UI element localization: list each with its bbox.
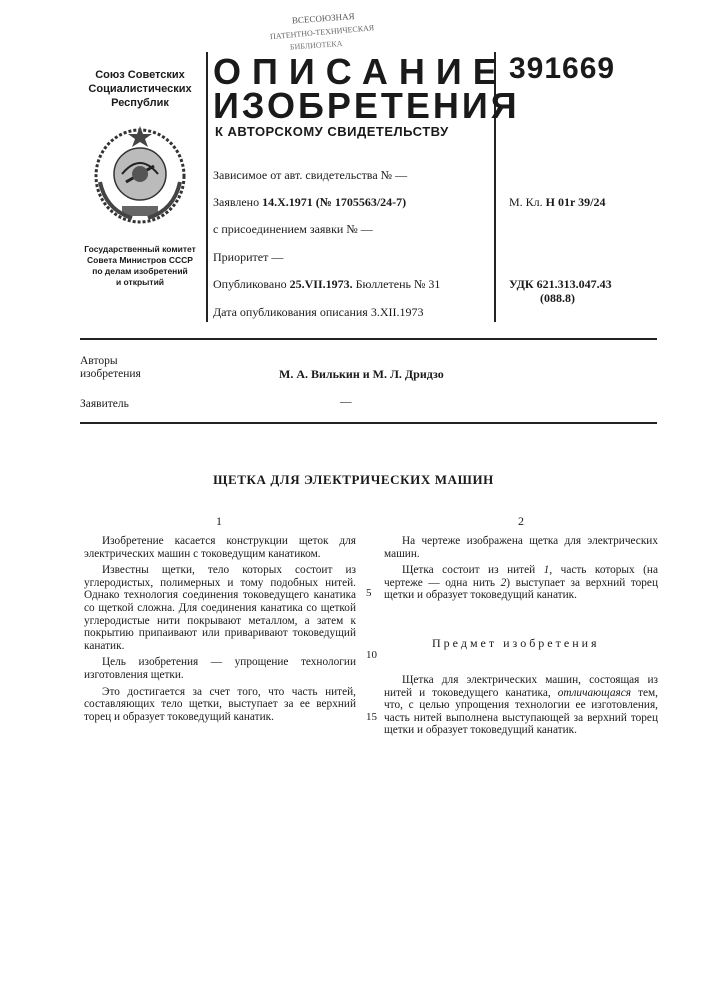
udk-value: 621.313.047.43: [537, 277, 612, 291]
udk-classification: [509, 277, 612, 292]
stamp-line2: ПАТЕНТНО-ТЕХНИЧЕСКАЯ: [270, 23, 376, 41]
column-1-number: 1: [216, 514, 222, 529]
dependent-line: Зависимое от авт. свидетельства № —: [213, 168, 407, 183]
udk-value-2: (088.8): [540, 291, 575, 306]
attached-line: с присоединением заявки № —: [213, 222, 373, 237]
description-date-line: Дата опубликования описания 3.XII.1973: [213, 305, 423, 320]
column-2-claims: [384, 674, 658, 737]
stamp-line3: БИБЛИОТЕКА: [290, 39, 343, 52]
priority-line: Приоритет —: [213, 250, 283, 265]
doc-title-invention: ИЗОБРЕТЕНИЯ: [213, 86, 520, 126]
union-name-line3: Республик: [70, 96, 210, 110]
line-number-15: 15: [366, 711, 377, 723]
doc-title-description: ОПИСАНИЕ: [213, 52, 508, 92]
committee-line3: по делам изобретений: [70, 266, 210, 277]
col2-paragraph-1: На чертеже изображена щетка для электрических машин.: [384, 535, 658, 560]
col1-paragraph-4: Это достигается за счет того, что часть нитей, составляющих тело щетки, выступает за ее верхний торец и образует токоведущий канатик.: [84, 686, 356, 724]
mkl-label: М. Кл.: [509, 195, 546, 209]
applicant-value: —: [340, 396, 352, 409]
header-bottom-rule: [80, 338, 657, 340]
committee-line4: и открытий: [70, 277, 210, 288]
column-2-text: [384, 535, 658, 602]
bulletin-number: Бюллетень № 31: [353, 277, 441, 291]
applicant-label: Заявитель: [80, 398, 129, 411]
mkl-value: Н 01r 39/24: [546, 195, 606, 209]
authors-label-2: изобретения: [80, 368, 141, 381]
published-label: Опубликовано: [213, 277, 290, 291]
union-name-line2: Социалистических: [70, 82, 210, 96]
stamp-line1: ВСЕСОЮЗНАЯ: [292, 11, 355, 25]
line-number-5: 5: [366, 587, 372, 599]
authors-names: М. А. Вилькин и М. Л. Дридзо: [279, 367, 444, 382]
mkl-classification: [509, 195, 605, 210]
committee-line2: Совета Министров СССР: [70, 255, 210, 266]
column-2-number: 2: [518, 514, 524, 529]
udk-label: УДК: [509, 277, 537, 291]
col1-paragraph-1: Изобретение касается конструкции щеток для электрических машин с токоведущим канатиком.: [84, 535, 356, 560]
committee-line1: Государственный комитет: [70, 244, 210, 255]
col2-claim-paragraph: Щетка для электрических машин, состоящая из нитей и токоведущего канатика, отличающаяся тем, что, с целью упрощения технологии ее изготовления, часть нитей выполнена выступающей за верхний торец щетки и образует токоведущий канатик.: [384, 674, 658, 737]
published-value: 25.VII.1973.: [290, 277, 353, 291]
union-name-line1: Союз Советских: [70, 68, 210, 82]
library-stamp: [262, 6, 427, 54]
column-1-text: [84, 535, 356, 723]
col1-paragraph-3: Цель изобретения — упрощение технологии изготовления щетки.: [84, 656, 356, 681]
line-number-10: 10: [366, 649, 377, 661]
authors-bottom-rule: [80, 422, 657, 424]
authors-label-1: Авторы: [80, 355, 118, 368]
published-line: [213, 277, 440, 292]
col1-paragraph-2: Известны щетки, тело которых состоит из углеродистых, полимерных и тому подобных нитей. Однако технология соединения токоведущего канатика со щеткой сложна. Для соединения канатика со щеткой углеродистые нити покрывают металлом, а затем к покрытию припаивают или приваривают токоведущий канатик.: [84, 564, 356, 652]
issuer-block: [70, 68, 210, 288]
doc-title-certificate: К АВТОРСКОМУ СВИДЕТЕЛЬСТВУ: [215, 124, 449, 139]
header-left-rule: [206, 52, 208, 322]
claims-subheading: Предмет изобретения: [432, 636, 600, 651]
filed-line: [213, 195, 406, 210]
patent-number: 391669: [509, 52, 615, 86]
filed-label: Заявлено: [213, 195, 262, 209]
filed-value: 14.X.1971 (№ 1705563/24-7): [262, 195, 406, 209]
invention-title: ЩЕТКА ДЛЯ ЭЛЕКТРИЧЕСКИХ МАШИН: [0, 472, 707, 488]
state-emblem-icon: [92, 122, 188, 226]
col2-paragraph-2: Щетка состоит из нитей 1, часть которых (на чертеже — одна нить 2) выступает за верхний торец щетки и образует токоведущий канатик.: [384, 564, 658, 602]
